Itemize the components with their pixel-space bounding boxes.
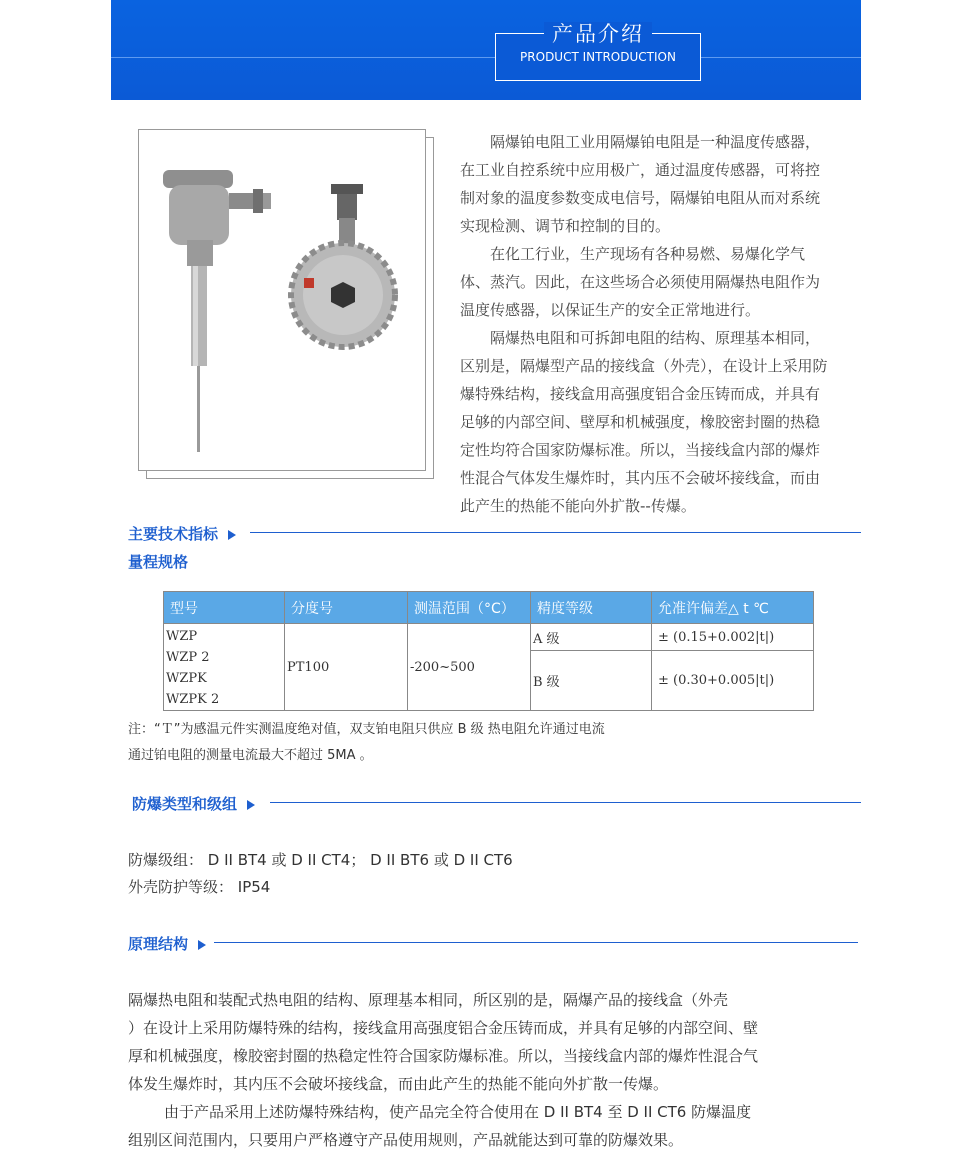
arrow-right-icon <box>198 940 206 950</box>
structure-line: 体发生爆炸时，其内压不会破坏接线盒，而由此产生的热能不能向外扩散一传爆。 <box>128 1075 669 1093</box>
structure-text <box>128 986 848 1154</box>
section-heading-range: 量程规格 <box>128 553 189 571</box>
table-header-row <box>164 592 814 624</box>
page-subtitle: PRODUCT INTRODUCTION <box>520 50 676 64</box>
table-header-cell: 精度等级 <box>531 592 652 624</box>
structure-line: 厚和机械强度，橡胶密封圈的热稳定性符合国家防爆标准。所以，当接线盒内部的爆炸性混合气 <box>128 1047 759 1065</box>
header-banner <box>111 0 861 100</box>
structure-line: ）在设计上采用防爆特殊的结构，接线盒用高强度铝合金压铸而成，并具有足够的内部空间、壁 <box>128 1019 759 1037</box>
table-header-cell: 测温范围（°C） <box>408 592 531 624</box>
intro-paragraph: 隔爆铂电阻工业用隔爆铂电阻是一种温度传感器，在工业自控系统中应用极广，通过温度传感器，可将控制对象的温度参数变成电信号，隔爆铂电阻从而对系统实现检测、调节和控制的目的。 <box>460 133 821 235</box>
product-illustration <box>139 130 425 470</box>
intro-paragraph: 在化工行业，生产现场有各种易燃、易爆化学气体、蒸汽。因此，在这些场合必须使用隔爆热电阻作为温度传感器，以保证生产的安全正常地进行。 <box>460 245 821 319</box>
section-divider <box>214 942 858 943</box>
section-heading-explosion: 防爆类型和级组 <box>132 793 255 814</box>
tolerance-cell: ± (0.15+0.002|t|) <box>652 624 814 651</box>
page-title: 产品介绍 <box>496 18 700 48</box>
arrow-right-icon <box>228 530 236 540</box>
section-heading-tech: 主要技术指标 <box>128 523 236 544</box>
intro-text <box>460 128 832 520</box>
note-line: 注：“Ｔ”为感温元件实测温度绝对值，双支铂电阻只供应 B 级 热电阻允许通过电流 <box>128 722 605 737</box>
model-name: WZP <box>166 629 198 644</box>
section-divider <box>250 532 861 533</box>
tolerance-cell: ± (0.30+0.005|t|) <box>652 651 814 711</box>
model-cell <box>164 624 285 711</box>
table-row <box>164 624 814 651</box>
model-name: WZP 2 <box>166 650 210 665</box>
table-header-cell: 允准许偏差△ t ℃ <box>652 592 814 624</box>
product-photo <box>138 129 426 471</box>
title-box <box>495 22 701 81</box>
table-header-cell: 分度号 <box>285 592 408 624</box>
arrow-right-icon <box>247 800 255 810</box>
grade-cell: B 级 <box>531 651 652 711</box>
structure-line: 组别区间范围内，只要用户严格遵守产品使用规则，产品就能达到可靠的防爆效果。 <box>128 1131 684 1149</box>
grade-cell: A 级 <box>531 624 652 651</box>
model-name: WZPK 2 <box>166 692 220 707</box>
structure-line: 隔爆热电阻和装配式热电阻的结构、原理基本相同，所区别的是，隔爆产品的接线盒（外壳 <box>128 991 729 1009</box>
section-heading-structure: 原理结构 <box>128 933 206 954</box>
range-cell: -200~500 <box>408 624 531 711</box>
table-header-cell: 型号 <box>164 592 285 624</box>
note-line: 通过铂电阻的测量电流最大不超过 5MA 。 <box>128 748 373 763</box>
banner-divider <box>111 57 861 58</box>
explosion-grade: 防爆级组： D II BT4 或 D II CT4； D II BT6 或 D II CT6 <box>128 851 513 869</box>
index-cell: PT100 <box>285 624 408 711</box>
protection-grade: 外壳防护等级： IP54 <box>128 878 271 896</box>
structure-line: 由于产品采用上述防爆特殊结构，使产品完全符合使用在 D II BT4 至 D II CT6 防爆温度 <box>164 1103 752 1121</box>
spec-table <box>163 591 814 711</box>
intro-paragraph: 隔爆热电阻和可拆卸电阻的结构、原理基本相同，区别是，隔爆型产品的接线盒（外壳），在设计上采用防爆特殊结构，接线盒用高强度铝合金压铸而成，并具有足够的内部空间、壁厚和机械强度，橡胶密封圈的热稳定性均符合国家防爆标准。所以，当接线盒内部的爆炸性混合气体发生爆炸时，其内压不会破坏接线盒，而由此产生的热能不能向外扩散--传爆。 <box>460 329 828 515</box>
section-divider <box>270 802 861 803</box>
model-name: WZPK <box>166 671 207 686</box>
